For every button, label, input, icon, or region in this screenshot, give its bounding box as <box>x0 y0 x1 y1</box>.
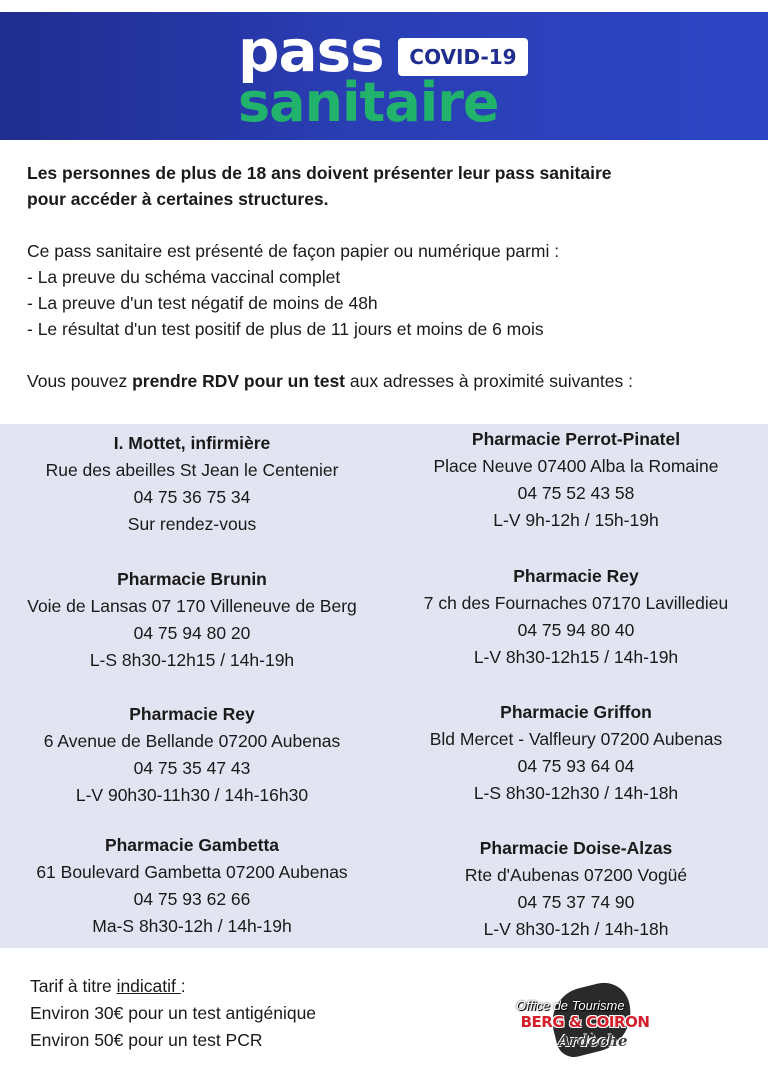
logo-office-text: Office de Tourisme <box>516 998 625 1013</box>
location-phone: 04 75 37 74 90 <box>517 892 635 912</box>
proof-item: - La preuve du schéma vaccinal complet <box>27 267 341 287</box>
price-antigen: Environ 30€ pour un test antigénique <box>30 1003 317 1023</box>
location-hours: L-S 8h30-12h30 / 14h-18h <box>473 783 679 803</box>
logo-region-text: Ardèche <box>558 1032 628 1050</box>
location-card <box>0 566 384 674</box>
intro-bold-line-2: pour accéder à certaines structures. <box>27 189 329 209</box>
location-address: Bld Mercet - Valfleury 07200 Aubenas <box>429 729 723 749</box>
location-hours: L-V 8h30-12h / 14h-18h <box>483 919 669 939</box>
tarif-indicatif: indicatif <box>116 976 181 996</box>
location-hours: L-V 9h-12h / 15h-19h <box>493 510 659 530</box>
location-address: Voie de Lansas 07 170 Villeneuve de Berg <box>27 596 357 616</box>
location-phone: 04 75 93 64 04 <box>517 756 635 776</box>
location-phone: 04 75 94 80 40 <box>517 620 635 640</box>
location-card <box>0 701 384 809</box>
location-name: Pharmacie Gambetta <box>104 835 280 855</box>
location-phone: 04 75 93 62 66 <box>133 889 251 909</box>
price-section <box>30 973 316 1054</box>
pass-sanitaire-logo <box>238 17 538 137</box>
logo-pass-text: pass <box>238 17 384 85</box>
locations-panel <box>0 424 768 948</box>
location-phone: 04 75 52 43 58 <box>517 483 635 503</box>
location-card <box>0 430 384 538</box>
tarif-prefix: Tarif à titre <box>30 976 117 996</box>
location-hours: Ma-S 8h30-12h / 14h-19h <box>92 916 292 936</box>
location-phone: 04 75 94 80 20 <box>133 623 251 643</box>
price-pcr: Environ 50€ pour un test PCR <box>30 1030 263 1050</box>
location-address: Rue des abeilles St Jean le Centenier <box>45 460 339 480</box>
location-address: 61 Boulevard Gambetta 07200 Aubenas <box>36 862 348 882</box>
proof-item: - Le résultat d'un test positif de plus de 11 jours et moins de 6 mois <box>27 319 544 339</box>
location-card <box>384 563 768 671</box>
location-phone: 04 75 36 75 34 <box>133 487 251 507</box>
location-phone: 04 75 35 47 43 <box>133 758 251 778</box>
location-name: Pharmacie Griffon <box>500 702 652 722</box>
location-address: Place Neuve 07400 Alba la Romaine <box>433 456 719 476</box>
intro-format-line: Ce pass sanitaire est présenté de façon papier ou numérique parmi : <box>27 241 560 261</box>
location-name: Pharmacie Perrot-Pinatel <box>471 429 681 449</box>
rdv-text-bold: prendre RDV pour un test <box>132 371 346 391</box>
location-hours: L-V 90h30-11h30 / 14h-16h30 <box>75 785 309 805</box>
location-address: Rte d'Aubenas 07200 Vogüé <box>464 865 688 885</box>
header-banner <box>0 12 768 140</box>
rdv-line <box>27 368 747 394</box>
location-hours: L-V 8h30-12h15 / 14h-19h <box>473 647 679 667</box>
intro-bold-line-1: Les personnes de plus de 18 ans doivent présenter leur pass sanitaire <box>27 163 612 183</box>
location-name: I. Mottet, infirmière <box>113 433 271 453</box>
location-name: Pharmacie Brunin <box>117 569 267 589</box>
rdv-text-after: aux adresses à proximité suivantes : <box>345 371 633 391</box>
location-address: 6 Avenue de Bellande 07200 Aubenas <box>43 731 341 751</box>
logo-brand-text: BERG & COIRON <box>520 1013 650 1031</box>
intro-section <box>27 160 747 394</box>
proof-item: - La preuve d'un test négatif de moins de 48h <box>27 293 378 313</box>
location-name: Pharmacie Rey <box>129 704 255 724</box>
location-card <box>384 426 768 534</box>
location-hours: L-S 8h30-12h15 / 14h-19h <box>89 650 295 670</box>
tarif-heading <box>30 973 316 1000</box>
location-card <box>0 832 384 940</box>
logo-sanitaire-text: sanitaire <box>238 71 499 134</box>
location-card <box>384 699 768 807</box>
location-name: Pharmacie Rey <box>513 566 639 586</box>
tourism-office-logo <box>508 980 658 1060</box>
logo-covid-badge: COVID-19 <box>398 38 528 76</box>
tarif-suffix: : <box>180 976 186 996</box>
location-hours: Sur rendez-vous <box>127 514 257 534</box>
rdv-text-before: Vous pouvez <box>27 371 133 391</box>
location-name: Pharmacie Doise-Alzas <box>479 838 673 858</box>
location-card <box>384 835 768 943</box>
location-address: 7 ch des Fournaches 07170 Lavilledieu <box>423 593 729 613</box>
